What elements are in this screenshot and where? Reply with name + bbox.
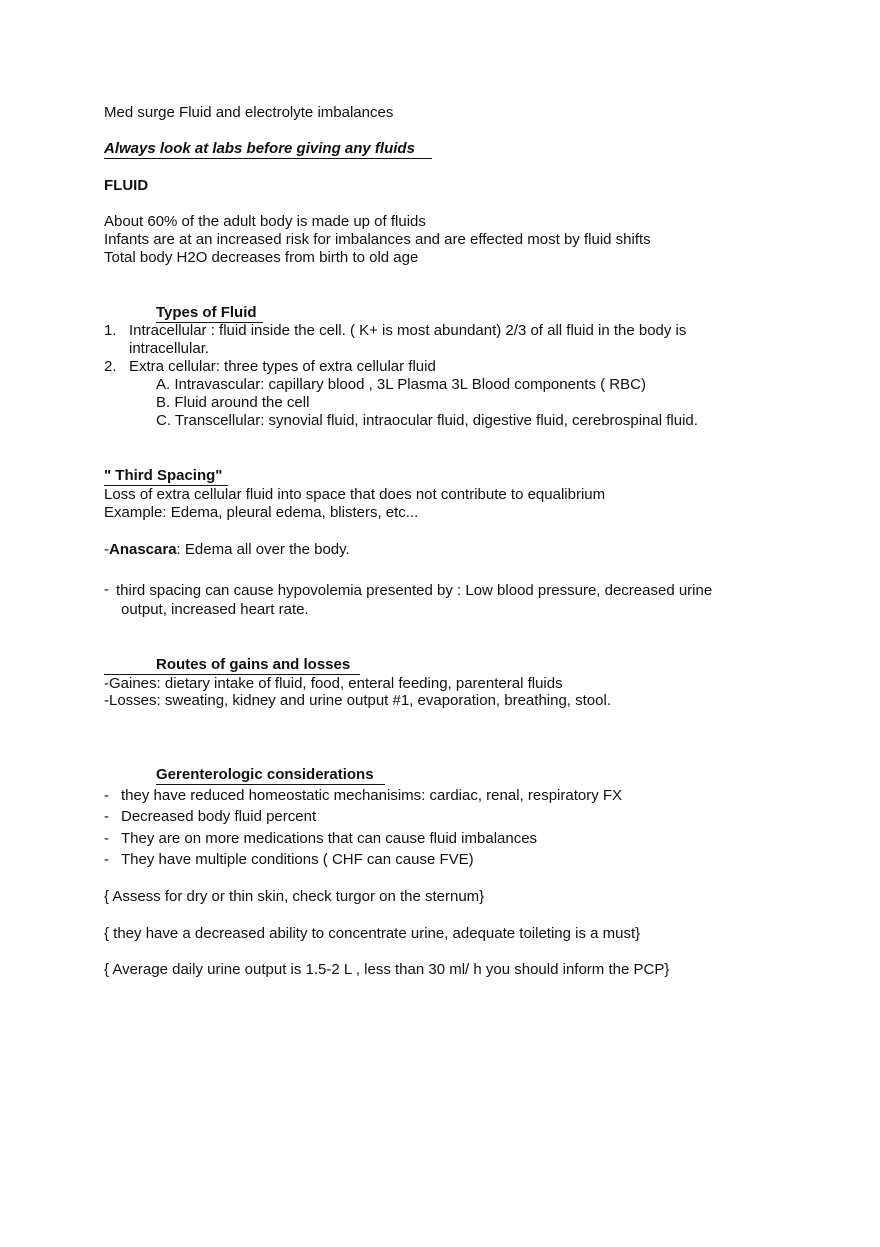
fluid-heading: FLUID bbox=[104, 177, 149, 194]
list-number: 2. bbox=[104, 358, 117, 375]
bullet-item: They are on more medications that can cause fluid imbalances bbox=[121, 830, 538, 847]
note-line: { Assess for dry or thin skin, check turgor on the sternum} bbox=[104, 888, 485, 905]
third-spacing-line: Loss of extra cellular fluid into space that does not contribute to equalibrium bbox=[104, 486, 606, 503]
bullet-item: they have reduced homeostatic mechanisims: cardiac, renal, respiratory FX bbox=[121, 787, 623, 804]
third-spacing-heading: " Third Spacing" bbox=[104, 467, 223, 484]
fluid-line: Total body H2O decreases from birth to old age bbox=[104, 249, 419, 266]
hypovolemia-line: third spacing can cause hypovolemia presented by : Low blood pressure, decreased urine bbox=[116, 582, 713, 599]
types-heading: Types of Fluid bbox=[156, 304, 257, 321]
labs-warning: Always look at labs before giving any fluids bbox=[104, 140, 415, 157]
list-item: Intracellular : fluid inside the cell. ( K+ is most abundant) 2/3 of all fluid in the body is bbox=[129, 322, 687, 339]
anascara-prefix: - bbox=[104, 541, 109, 558]
note-line: { Average daily urine output is 1.5-2 L , less than 30 ml/ h you should inform the PCP} bbox=[104, 961, 670, 978]
fluid-line: About 60% of the adult body is made up of fluids bbox=[104, 213, 426, 230]
sub-list-item: A. Intravascular: capillary blood , 3L Plasma 3L Blood components ( RBC) bbox=[156, 376, 646, 393]
list-item-continuation: intracellular. bbox=[129, 340, 210, 357]
bullet-dash: - bbox=[104, 808, 109, 825]
list-item: Extra cellular: three types of extra cellular fluid bbox=[129, 358, 436, 375]
bullet-dash: - bbox=[104, 830, 109, 847]
bullet-dash: - bbox=[104, 851, 109, 868]
hypovolemia-dash: - bbox=[104, 581, 109, 598]
bullet-item: Decreased body fluid percent bbox=[121, 808, 317, 825]
hypovolemia-line: output, increased heart rate. bbox=[121, 601, 309, 618]
third-spacing-line: Example: Edema, pleural edema, blisters, etc... bbox=[104, 504, 419, 521]
routes-line: -Gaines: dietary intake of fluid, food, enteral feeding, parenteral fluids bbox=[104, 675, 563, 692]
list-number: 1. bbox=[104, 322, 117, 339]
gerenterologic-heading: Gerenterologic considerations bbox=[156, 766, 374, 783]
labs-warning-underline bbox=[104, 158, 432, 159]
anascara-definition: : Edema all over the body. bbox=[176, 541, 350, 558]
bullet-item: They have multiple conditions ( CHF can cause FVE) bbox=[121, 851, 474, 868]
sub-list-item: C. Transcellular: synovial fluid, intraocular fluid, digestive fluid, cerebrospinal fluid. bbox=[156, 412, 698, 429]
routes-line: -Losses: sweating, kidney and urine output #1, evaporation, breathing, stool. bbox=[104, 692, 611, 709]
note-line: { they have a decreased ability to concentrate urine, adequate toileting is a must} bbox=[104, 925, 641, 942]
routes-heading: Routes of gains and losses bbox=[156, 656, 351, 673]
anascara-line bbox=[104, 541, 350, 559]
gerenterologic-underline bbox=[156, 784, 385, 785]
page-title: Med surge Fluid and electrolyte imbalances bbox=[104, 104, 394, 121]
fluid-line: Infants are at an increased risk for imbalances and are effected most by fluid shifts bbox=[104, 231, 651, 248]
bullet-dash: - bbox=[104, 787, 109, 804]
sub-list-item: B. Fluid around the cell bbox=[156, 394, 310, 411]
anascara-term: Anascara bbox=[109, 541, 177, 558]
